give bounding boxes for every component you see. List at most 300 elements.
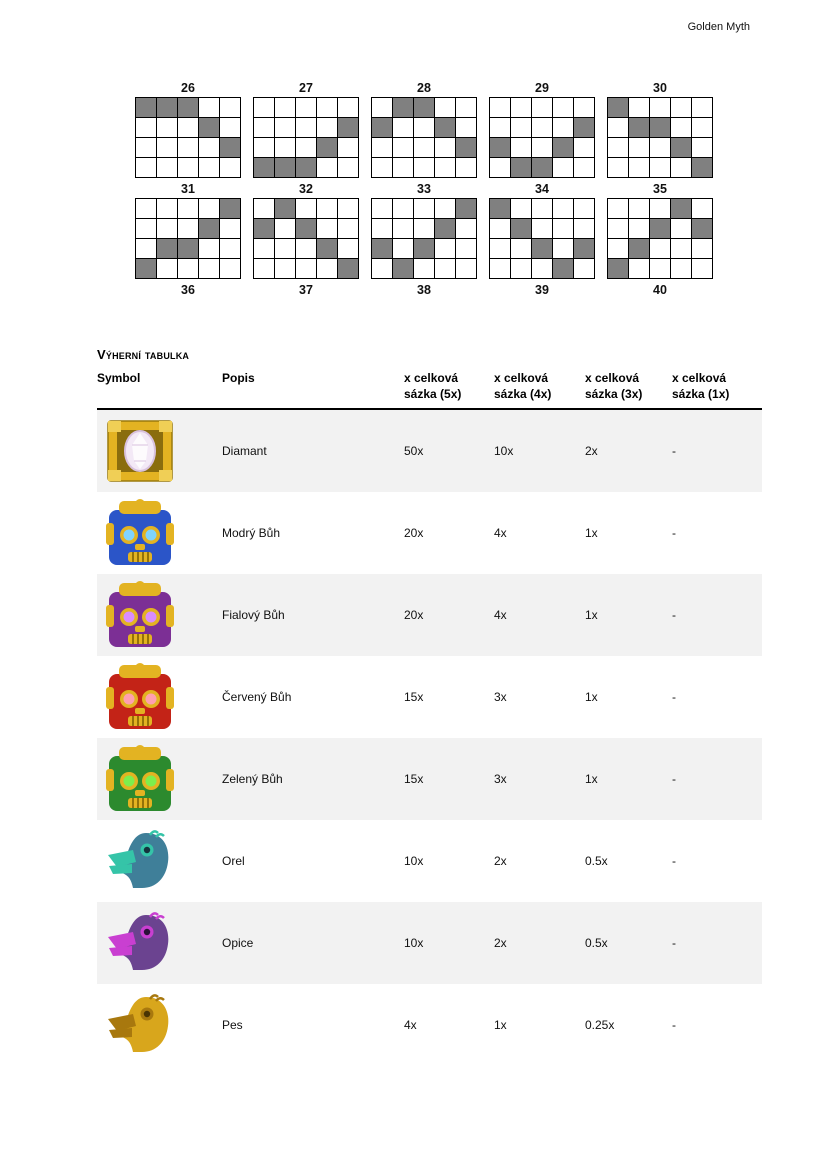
winline-number-label: 35 — [653, 182, 667, 196]
paytable-heading: Výherní tabulka — [97, 347, 190, 362]
winline-cell — [136, 118, 156, 137]
winline-cell — [254, 199, 274, 218]
winline-number-label: 26 — [181, 81, 195, 95]
winline-cell — [254, 118, 274, 137]
winline-cell — [157, 138, 177, 157]
column-header-4: x celková sázka (4x) — [494, 371, 552, 401]
multiplier-3x-value: 1x — [585, 607, 598, 622]
multiplier-3x-value: 1x — [585, 525, 598, 540]
blue-god-symbol-icon — [104, 497, 176, 569]
winline-cell — [317, 199, 337, 218]
winline-cell — [608, 118, 628, 137]
winline-cell — [178, 199, 198, 218]
winline-cell — [220, 239, 240, 258]
winline-cell — [275, 199, 295, 218]
winline-cell — [157, 98, 177, 117]
winline-cell — [414, 138, 434, 157]
winline-cell — [136, 219, 156, 238]
winline-cell — [317, 118, 337, 137]
winline-grid-31 — [135, 198, 241, 279]
winline-cell — [553, 158, 573, 177]
winline-cell — [692, 158, 712, 177]
winline-cell — [629, 219, 649, 238]
winline-cell — [511, 98, 531, 117]
winline-cell — [338, 259, 358, 278]
winline-cell — [157, 219, 177, 238]
winline-cell — [629, 158, 649, 177]
winline-cell — [338, 239, 358, 258]
page-header-title: Golden Myth — [687, 21, 750, 33]
multiplier-5x-value: 20x — [404, 607, 424, 622]
winline-cell — [136, 98, 156, 117]
winline-cell — [254, 239, 274, 258]
winline-cell — [393, 118, 413, 137]
winline-cell — [296, 158, 316, 177]
multiplier-1x-value: - — [672, 853, 676, 868]
winline-cell — [275, 158, 295, 177]
winline-cell — [574, 259, 594, 278]
winline-cell — [456, 98, 476, 117]
multiplier-1x-value: - — [672, 1017, 676, 1032]
winline-cell — [650, 158, 670, 177]
winline-cell — [275, 219, 295, 238]
multiplier-1x-value: - — [672, 443, 676, 458]
winline-cell — [414, 118, 434, 137]
winline-cell — [574, 138, 594, 157]
winline-cell — [157, 239, 177, 258]
winline-cell — [178, 118, 198, 137]
winline-cell — [671, 239, 691, 258]
winline-cell — [511, 199, 531, 218]
winline-cell — [629, 199, 649, 218]
winline-cell — [414, 199, 434, 218]
winline-cell — [178, 138, 198, 157]
winline-cell — [671, 98, 691, 117]
winline-cell — [490, 239, 510, 258]
winline-cell — [296, 239, 316, 258]
winline-cell — [435, 158, 455, 177]
winline-cell — [338, 219, 358, 238]
winline-cell — [338, 98, 358, 117]
winline-cell — [372, 118, 392, 137]
winline-cell — [178, 239, 198, 258]
multiplier-4x-value: 3x — [494, 689, 507, 704]
winline-cell — [317, 158, 337, 177]
winline-cell — [671, 219, 691, 238]
winline-cell — [275, 118, 295, 137]
winline-cell — [650, 199, 670, 218]
symbol-name: Zelený Bůh — [222, 771, 283, 786]
symbol-name: Pes — [222, 1017, 243, 1032]
winline-cell — [650, 98, 670, 117]
winline-cell — [553, 98, 573, 117]
winline-cell — [435, 239, 455, 258]
winline-cell — [574, 239, 594, 258]
winline-cell — [372, 239, 392, 258]
winline-cell — [220, 199, 240, 218]
winline-cell — [608, 98, 628, 117]
paytable-row — [97, 820, 762, 902]
winline-cell — [456, 199, 476, 218]
winline-cell — [220, 138, 240, 157]
winline-cell — [254, 219, 274, 238]
column-header-3: x celková sázka (5x) — [404, 371, 462, 401]
multiplier-4x-value: 4x — [494, 607, 507, 622]
winline-cell — [490, 199, 510, 218]
winline-cell — [136, 239, 156, 258]
winline-cell — [490, 138, 510, 157]
winline-cell — [490, 118, 510, 137]
winline-cell — [692, 118, 712, 137]
paytable-row — [97, 492, 762, 574]
winline-cell — [414, 158, 434, 177]
multiplier-5x-value: 4x — [404, 1017, 417, 1032]
winline-cell — [574, 158, 594, 177]
winline-cell — [608, 158, 628, 177]
winline-cell — [372, 158, 392, 177]
winline-cell — [553, 118, 573, 137]
winline-cell — [317, 219, 337, 238]
winline-cell — [553, 138, 573, 157]
paytable-header-row — [97, 371, 762, 410]
winline-number-label: 32 — [299, 182, 313, 196]
winline-cell — [511, 158, 531, 177]
winline-grid-35 — [607, 198, 713, 279]
winline-cell — [553, 239, 573, 258]
winline-cell — [650, 118, 670, 137]
winline-cell — [608, 199, 628, 218]
winline-cell — [608, 219, 628, 238]
winline-cell — [671, 158, 691, 177]
winline-cell — [254, 259, 274, 278]
winline-cell — [220, 118, 240, 137]
multiplier-3x-value: 0.5x — [585, 853, 608, 868]
multiplier-1x-value: - — [672, 935, 676, 950]
winline-number-label: 38 — [417, 283, 431, 297]
winline-cell — [199, 158, 219, 177]
winline-number-label: 37 — [299, 283, 313, 297]
winline-cell — [671, 138, 691, 157]
winline-cell — [574, 98, 594, 117]
winline-cell — [414, 98, 434, 117]
winline-cell — [456, 259, 476, 278]
multiplier-5x-value: 20x — [404, 525, 424, 540]
winline-cell — [393, 138, 413, 157]
winline-cell — [157, 199, 177, 218]
winline-cell — [199, 118, 219, 137]
red-god-symbol-icon — [104, 661, 176, 733]
winline-cell — [490, 219, 510, 238]
winline-cell — [199, 199, 219, 218]
winline-cell — [296, 138, 316, 157]
winline-label-row — [135, 181, 713, 196]
multiplier-4x-value: 2x — [494, 935, 507, 950]
winline-cell — [254, 98, 274, 117]
winline-cell — [338, 118, 358, 137]
multiplier-5x-value: 15x — [404, 689, 424, 704]
winline-cell — [692, 98, 712, 117]
winline-cell — [338, 199, 358, 218]
winline-number-label: 29 — [535, 81, 549, 95]
winline-cell — [220, 219, 240, 238]
multiplier-3x-value: 1x — [585, 771, 598, 786]
winline-cell — [456, 118, 476, 137]
symbol-cell — [97, 902, 222, 984]
winline-cell — [136, 199, 156, 218]
winline-cell — [511, 239, 531, 258]
winline-grid-33 — [371, 198, 477, 279]
winline-cell — [414, 259, 434, 278]
winline-cell — [511, 118, 531, 137]
winline-cell — [393, 219, 413, 238]
winline-cell — [553, 219, 573, 238]
winline-cell — [317, 239, 337, 258]
winline-cell — [393, 98, 413, 117]
winline-cell — [650, 219, 670, 238]
paytable-row — [97, 656, 762, 738]
winline-cell — [338, 138, 358, 157]
winline-cell — [574, 219, 594, 238]
winline-cell — [296, 98, 316, 117]
multiplier-4x-value: 3x — [494, 771, 507, 786]
winline-cell — [456, 219, 476, 238]
winline-cell — [157, 259, 177, 278]
winline-cell — [532, 259, 552, 278]
winline-cell — [178, 98, 198, 117]
winline-grid-row — [135, 198, 713, 279]
winline-cell — [532, 98, 552, 117]
paytable-row — [97, 984, 762, 1066]
winline-cell — [671, 199, 691, 218]
winline-cell — [275, 259, 295, 278]
winline-cell — [511, 138, 531, 157]
column-header-5: x celková sázka (3x) — [585, 371, 643, 401]
winline-grid-29 — [489, 97, 595, 178]
multiplier-4x-value: 2x — [494, 853, 507, 868]
symbol-name: Modrý Bůh — [222, 525, 281, 540]
winline-cell — [532, 239, 552, 258]
winline-grid-32 — [253, 198, 359, 279]
winline-cell — [629, 118, 649, 137]
winline-cell — [393, 158, 413, 177]
winline-grid-row — [135, 97, 713, 178]
multiplier-3x-value: 2x — [585, 443, 598, 458]
winline-cell — [532, 138, 552, 157]
symbol-name: Červený Bůh — [222, 689, 292, 704]
winline-cell — [671, 259, 691, 278]
multiplier-1x-value: - — [672, 689, 676, 704]
winline-cell — [372, 259, 392, 278]
winline-cell — [254, 138, 274, 157]
multiplier-3x-value: 1x — [585, 689, 598, 704]
winline-number-label: 31 — [181, 182, 195, 196]
winline-cell — [275, 138, 295, 157]
symbol-cell — [97, 574, 222, 656]
winline-number-label: 40 — [653, 283, 667, 297]
winline-cell — [692, 199, 712, 218]
winline-grid-34 — [489, 198, 595, 279]
winline-cell — [608, 138, 628, 157]
paytable-row — [97, 410, 762, 492]
winline-cell — [435, 259, 455, 278]
winline-cell — [254, 158, 274, 177]
winline-cell — [532, 118, 552, 137]
multiplier-1x-value: - — [672, 607, 676, 622]
winline-cell — [414, 239, 434, 258]
winline-cell — [553, 199, 573, 218]
dog-symbol-icon — [104, 989, 176, 1061]
multiplier-5x-value: 50x — [404, 443, 424, 458]
winline-number-label: 33 — [417, 182, 431, 196]
winline-cell — [692, 239, 712, 258]
winline-cell — [511, 219, 531, 238]
winline-cell — [490, 158, 510, 177]
winline-number-label: 28 — [417, 81, 431, 95]
winline-cell — [532, 219, 552, 238]
winline-cell — [692, 138, 712, 157]
paytable-section — [97, 347, 762, 1066]
purple-god-symbol-icon — [104, 579, 176, 651]
winline-cell — [456, 138, 476, 157]
winline-cell — [629, 239, 649, 258]
winline-cell — [178, 158, 198, 177]
multiplier-1x-value: - — [672, 525, 676, 540]
winline-cell — [511, 259, 531, 278]
winline-cell — [317, 259, 337, 278]
green-god-symbol-icon — [104, 743, 176, 815]
winline-cell — [629, 138, 649, 157]
winline-grid-26 — [135, 97, 241, 178]
symbol-name: Orel — [222, 853, 245, 868]
winline-cell — [296, 199, 316, 218]
winline-cell — [629, 259, 649, 278]
winline-cell — [532, 158, 552, 177]
winline-cell — [136, 138, 156, 157]
winline-cell — [435, 199, 455, 218]
winline-cell — [456, 158, 476, 177]
winline-cell — [199, 259, 219, 278]
winline-cell — [199, 219, 219, 238]
winline-cell — [435, 219, 455, 238]
multiplier-4x-value: 10x — [494, 443, 514, 458]
symbol-cell — [97, 492, 222, 574]
winline-cell — [456, 239, 476, 258]
winlines-section — [135, 80, 713, 297]
winline-number-label: 27 — [299, 81, 313, 95]
paytable-row — [97, 902, 762, 984]
multiplier-4x-value: 1x — [494, 1017, 507, 1032]
winline-label-row — [135, 282, 713, 297]
winline-cell — [136, 259, 156, 278]
winline-cell — [372, 98, 392, 117]
winline-cell — [629, 98, 649, 117]
monkey-symbol-icon — [104, 907, 176, 979]
winline-cell — [296, 259, 316, 278]
diamond-symbol-icon — [104, 415, 176, 487]
multiplier-3x-value: 0.5x — [585, 935, 608, 950]
winline-cell — [157, 118, 177, 137]
multiplier-3x-value: 0.25x — [585, 1017, 615, 1032]
winline-cell — [317, 98, 337, 117]
winline-cell — [490, 259, 510, 278]
winline-cell — [220, 98, 240, 117]
paytable-row — [97, 738, 762, 820]
symbol-cell — [97, 820, 222, 902]
winline-cell — [414, 219, 434, 238]
winline-cell — [220, 158, 240, 177]
winline-cell — [532, 199, 552, 218]
symbol-name: Diamant — [222, 443, 267, 458]
paytable-body — [97, 410, 762, 1066]
column-header-6: x celková sázka (1x) — [672, 371, 730, 401]
winline-cell — [692, 259, 712, 278]
winline-cell — [275, 98, 295, 117]
symbol-cell — [97, 984, 222, 1066]
winline-label-row — [135, 80, 713, 95]
paytable-row — [97, 574, 762, 656]
winline-grid-28 — [371, 97, 477, 178]
winline-grid-30 — [607, 97, 713, 178]
winline-cell — [650, 138, 670, 157]
winline-cell — [650, 239, 670, 258]
winline-cell — [338, 158, 358, 177]
winline-cell — [608, 259, 628, 278]
winline-cell — [317, 138, 337, 157]
winline-cell — [435, 98, 455, 117]
winline-cell — [671, 118, 691, 137]
winline-number-label: 34 — [535, 182, 549, 196]
winline-cell — [372, 199, 392, 218]
symbol-cell — [97, 410, 222, 492]
winline-cell — [220, 259, 240, 278]
multiplier-5x-value: 10x — [404, 935, 424, 950]
winline-cell — [178, 259, 198, 278]
winline-cell — [393, 259, 413, 278]
winline-cell — [608, 239, 628, 258]
winline-cell — [692, 219, 712, 238]
winline-cell — [435, 138, 455, 157]
winline-cell — [199, 239, 219, 258]
winline-cell — [435, 118, 455, 137]
multiplier-5x-value: 15x — [404, 771, 424, 786]
winline-cell — [296, 118, 316, 137]
winline-grid-27 — [253, 97, 359, 178]
multiplier-5x-value: 10x — [404, 853, 424, 868]
winline-cell — [574, 118, 594, 137]
column-header-2: Popis — [222, 371, 255, 385]
multiplier-1x-value: - — [672, 771, 676, 786]
winline-cell — [275, 239, 295, 258]
winline-cell — [136, 158, 156, 177]
multiplier-4x-value: 4x — [494, 525, 507, 540]
eagle-symbol-icon — [104, 825, 176, 897]
winline-cell — [393, 239, 413, 258]
symbol-name: Opice — [222, 935, 254, 950]
winline-number-label: 30 — [653, 81, 667, 95]
winline-cell — [574, 199, 594, 218]
winline-cell — [199, 98, 219, 117]
winline-cell — [490, 98, 510, 117]
winline-cell — [199, 138, 219, 157]
column-header-1: Symbol — [97, 371, 141, 385]
winline-cell — [372, 219, 392, 238]
winline-number-label: 36 — [181, 283, 195, 297]
winline-cell — [553, 259, 573, 278]
symbol-name: Fialový Bůh — [222, 607, 285, 622]
symbol-cell — [97, 656, 222, 738]
winline-cell — [372, 138, 392, 157]
winline-cell — [157, 158, 177, 177]
